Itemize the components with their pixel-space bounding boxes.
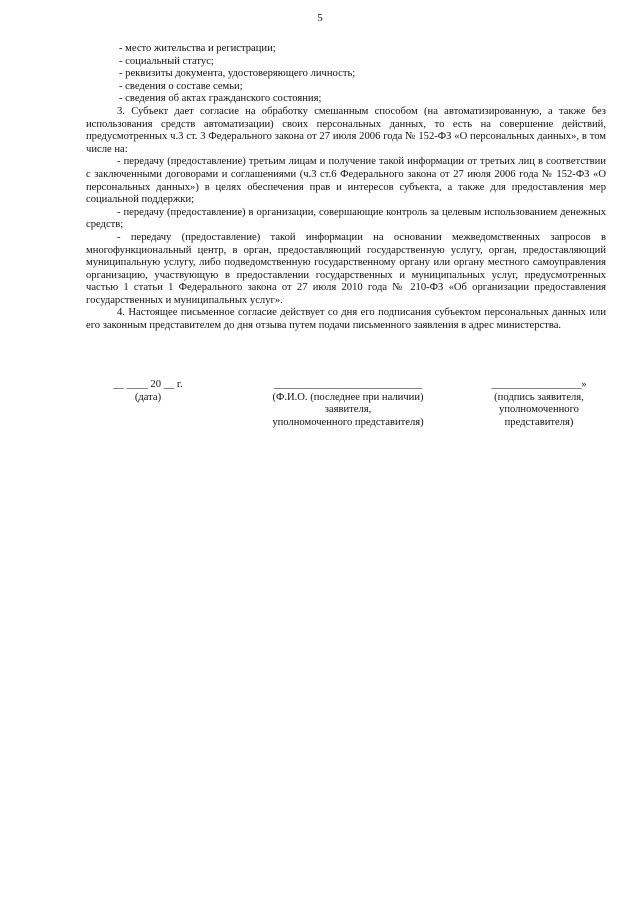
paragraph-transfer-third-parties: - передачу (предоставление) третьим лицам и получение такой информации от третьих лиц в соответствии с заключенными договорами и соглашениями (ч.3 ст.6 Федерального закона от 27 июля 2006 года № 152-ФЗ «О персональных данных») в целях обеспечения прав и интересов субъекта, а также для предоставления мер социальной поддержки; [86,156,606,206]
signature-block [484,379,594,429]
list-item: - социальный статус; [119,55,214,67]
date-label: (дата) [134,391,162,403]
signature-label: (подпись заявителя, [494,391,584,403]
document-body [86,43,606,333]
signature-line: _________________» [491,379,587,390]
paragraph-transfer-interagency: - передачу (предоставление) такой информации на основании межведомственных запросов в многофункциональный центр, в орган, предоставляющий государственную услугу, орган, предоставляющий муниципальную услугу, либо подведомственную государственному органу или органу местного самоуправления организацию, участвующую в предоставлении государственных и муниципальных услуг, предусмотренных частью 1 статьи 1 Федерального закона от 27 июля 2010 года № 210-ФЗ «Об организации предоставления государственных и муниципальных услуг». [86,231,606,306]
date-line: __ ____ 20 __ г. [113,379,183,390]
paragraph-3: 3. Субъект дает согласие на обработку смешанным способом (на автоматизированную, а также без использования средств автоматизации) своих персональных данных, то есть на совершение действий, предусмотренных ч.3 ст. 3 Федерального закона от 27 июля 2006 года № 152-ФЗ «О персональных данных», в том числе на: [86,105,606,155]
date-block [108,379,188,404]
list-item: - сведения об актах гражданского состояния; [119,93,322,105]
name-label: (Ф.И.О. (последнее при наличии) заявителя, [272,391,424,416]
signature-label: уполномоченного [499,404,579,416]
name-line: ____________________________ [273,379,423,390]
list-item: - сведения о составе семьи; [119,80,243,92]
page-number: 5 [317,12,323,24]
paragraph-transfer-control-orgs: - передачу (предоставление) в организации, совершающие контроль за целевым использованием денежных средств; [86,206,606,231]
paragraph-4: 4. Настоящее письменное согласие действует со дня его подписания субъектом персональных данных или его законным представителем до дня отзыва путем подачи письменного заявления в адрес министерства. [86,307,606,332]
name-label: уполномоченного представителя) [272,416,424,428]
signature-label: представителя) [504,416,574,428]
list-item: - место жительства и регистрации; [119,43,276,54]
list-item: - реквизиты документа, удостоверяющего личность; [119,68,356,80]
name-block [248,379,448,429]
